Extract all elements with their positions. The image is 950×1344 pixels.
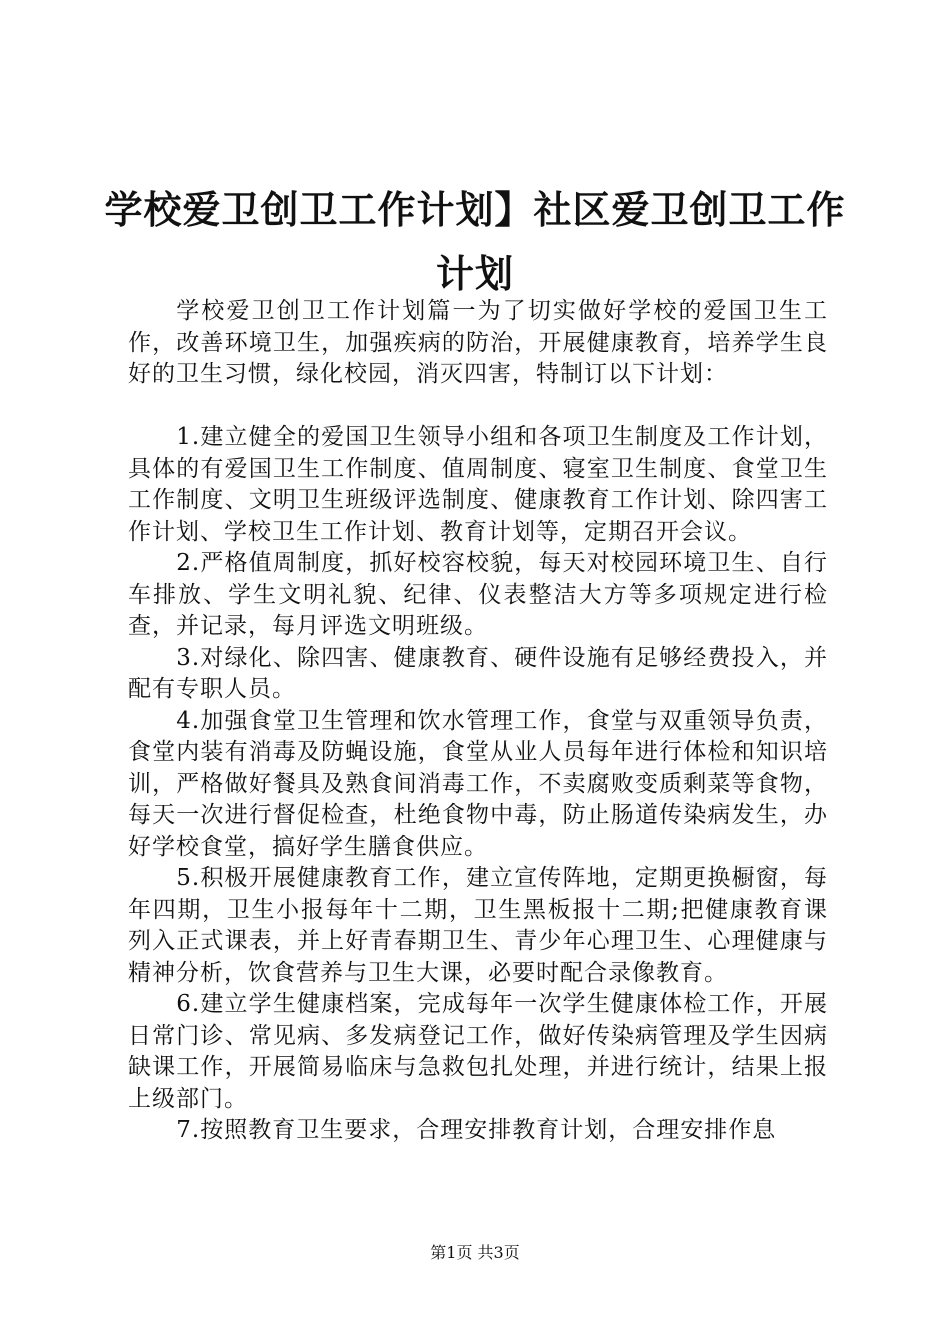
document-title: 学校爱卫创卫工作计划】社区爱卫创卫工作计划	[104, 188, 846, 296]
paragraph-item-6: 6.建立学生健康档案，完成每年一次学生健康体检工作，开展日常门诊、常见病、多发病登记工作，做好传染病管理及学生因病缺课工作，开展简易临床与急救包扎处理，并进行统计，结果上报上级部门。	[128, 991, 828, 1112]
paragraph-item-7: 7.按照教育卫生要求，合理安排教育计划，合理安排作息	[176, 1117, 777, 1143]
paragraph-item-5: 5.积极开展健康教育工作，建立宣传阵地，定期更换橱窗，每年四期，卫生小报每年十二期，卫生黑板报十二期;把健康教育课列入正式课表，并上好青春期卫生、青少年心理卫生、心理健康与精神分析，饮食营养与卫生大课，必要时配合录像教育。	[128, 865, 828, 986]
paragraph-intro: 学校爱卫创卫工作计划篇一为了切实做好学校的爱国卫生工作，改善环境卫生，加强疾病的防治，开展健康教育，培养学生良好的卫生习惯，绿化校园，消灭四害，特制订以下计划：	[128, 298, 828, 387]
page-footer: 第1页 共3页	[430, 1243, 520, 1262]
document-body	[128, 296, 828, 1147]
paragraph-item-2: 2.严格值周制度，抓好校容校貌，每天对校园环境卫生、自行车排放、学生文明礼貌、纪律、仪表整洁大方等多项规定进行检查，并记录，每月评选文明班级。	[128, 550, 828, 639]
paragraph-item-1: 1.建立健全的爱国卫生领导小组和各项卫生制度及工作计划，具体的有爱国卫生工作制度、值周制度、寝室卫生制度、食堂卫生工作制度、文明卫生班级评选制度、健康教育工作计划、除四害工作计划、学校卫生工作计划、教育计划等，定期召开会议。	[128, 424, 828, 545]
paragraph-item-3: 3.对绿化、除四害、健康教育、硬件设施有足够经费投入，并配有专职人员。	[128, 644, 828, 702]
paragraph-item-4: 4.加强食堂卫生管理和饮水管理工作，食堂与双重领导负责，食堂内装有消毒及防蝇设施，食堂从业人员每年进行体检和知识培训，严格做好餐具及熟食间消毒工作，不卖腐败变质剩菜等食物，每天一次进行督促检查，杜绝食物中毒，防止肠道传染病发生，办好学校食堂，搞好学生膳食供应。	[128, 707, 828, 860]
